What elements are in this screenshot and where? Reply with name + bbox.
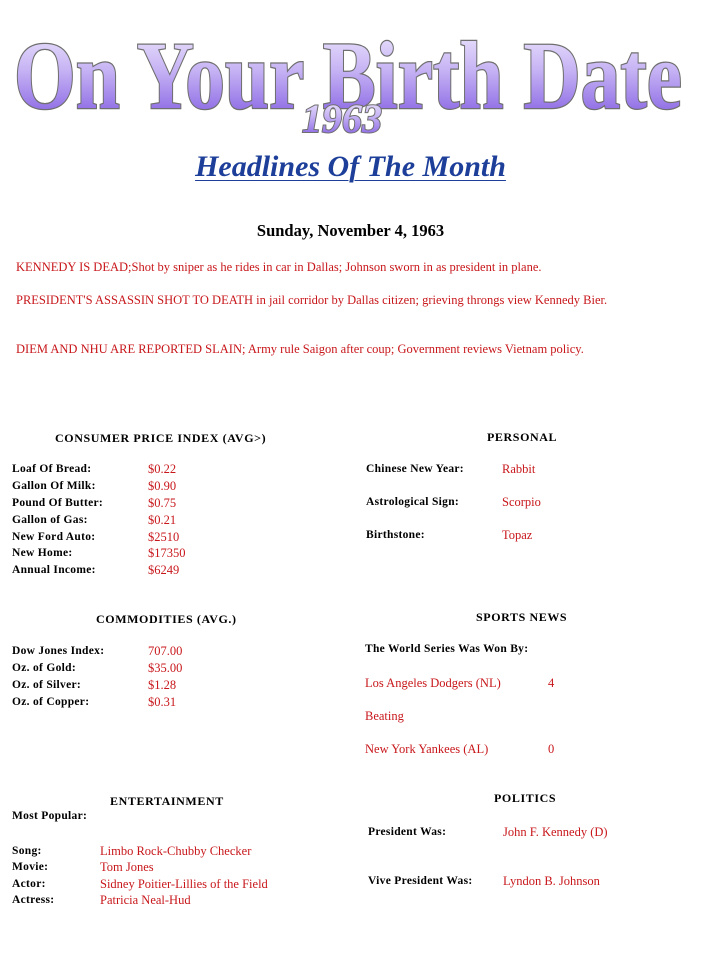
- personal-label: Birthstone:: [366, 529, 425, 541]
- politics-value: John F. Kennedy (D): [503, 825, 608, 839]
- entertainment-value: Sidney Poitier-Lillies of the Field: [100, 877, 268, 891]
- politics-label: Vive President Was:: [368, 875, 473, 887]
- sports-title: SPORTS NEWS: [476, 610, 568, 624]
- commodities-title: COMMODITIES (AVG.): [96, 612, 237, 626]
- entertainment-label: Actress:: [12, 894, 55, 906]
- entertainment-value: Patricia Neal-Hud: [100, 893, 191, 907]
- cpi-label: Annual Income:: [12, 564, 96, 576]
- politics-value: Lyndon B. Johnson: [503, 874, 600, 888]
- commodity-label: Oz. of Silver:: [12, 679, 82, 691]
- commodity-label: Oz. of Gold:: [12, 662, 76, 674]
- personal-label: Chinese New Year:: [366, 463, 464, 475]
- personal-value: Scorpio: [502, 495, 541, 509]
- commodity-label: Oz. of Copper:: [12, 696, 90, 708]
- cpi-label: Loaf Of Bread:: [12, 463, 92, 475]
- entertainment-label: Movie:: [12, 861, 49, 873]
- headline-2: PRESIDENT'S ASSASSIN SHOT TO DEATH in jail corridor by Dallas citizen; grieving throngs view Kennedy Bier.: [16, 293, 608, 307]
- headline-3: DIEM AND NHU ARE REPORTED SLAIN; Army rule Saigon after coup; Government reviews Vietnam policy.: [16, 342, 584, 356]
- page-title: Headlines Of The Month: [195, 150, 506, 183]
- commodity-value: 707.00: [148, 644, 183, 658]
- banner-title: On Your Birth Date: [14, 22, 682, 129]
- cpi-label: Gallon Of Milk:: [12, 480, 96, 492]
- cpi-label: New Home:: [12, 547, 73, 559]
- cpi-label: Gallon of Gas:: [12, 514, 88, 526]
- winner-team: Los Angeles Dodgers (NL): [365, 676, 501, 690]
- headline-1: KENNEDY IS DEAD;Shot by sniper as he rides in car in Dallas; Johnson sworn in as president in plane.: [16, 260, 542, 274]
- world-series-label: The World Series Was Won By:: [365, 643, 529, 655]
- cpi-value: $17350: [148, 546, 186, 560]
- cpi-value: $0.22: [148, 462, 177, 476]
- loser-score: 0: [548, 742, 555, 756]
- entertainment-value: Limbo Rock-Chubby Checker: [100, 844, 252, 858]
- cpi-value: $2510: [148, 530, 180, 544]
- banner-logo: [0, 0, 701, 150]
- cpi-value: $6249: [148, 563, 180, 577]
- personal-title: PERSONAL: [487, 430, 558, 444]
- entertainment-value: Tom Jones: [100, 860, 154, 874]
- cpi-value: $0.75: [148, 496, 177, 510]
- beating-text: Beating: [365, 709, 404, 723]
- commodity-value: $0.31: [148, 695, 177, 709]
- commodity-label: Dow Jones Index:: [12, 645, 105, 657]
- personal-value: Rabbit: [502, 462, 536, 476]
- commodity-value: $1.28: [148, 678, 177, 692]
- commodity-value: $35.00: [148, 661, 183, 675]
- cpi-label: Pound Of Butter:: [12, 497, 104, 509]
- cpi-title: CONSUMER PRICE INDEX (AVG>): [55, 431, 267, 445]
- entertainment-label: Actor:: [12, 878, 46, 890]
- cpi-value: $0.90: [148, 479, 177, 493]
- politics-label: President Was:: [368, 826, 447, 838]
- entertainment-title: ENTERTAINMENT: [110, 794, 224, 808]
- date-heading: Sunday, November 4, 1963: [256, 221, 445, 240]
- politics-title: POLITICS: [494, 791, 557, 805]
- cpi-label: New Ford Auto:: [12, 531, 96, 543]
- winner-score: 4: [548, 676, 555, 690]
- loser-team: New York Yankees (AL): [365, 742, 489, 756]
- most-popular-label: Most Popular:: [12, 810, 88, 822]
- personal-value: Topaz: [502, 528, 533, 542]
- banner-year: 1963: [302, 96, 382, 141]
- cpi-value: $0.21: [148, 513, 177, 527]
- personal-label: Astrological Sign:: [366, 496, 460, 508]
- entertainment-label: Song:: [12, 845, 42, 857]
